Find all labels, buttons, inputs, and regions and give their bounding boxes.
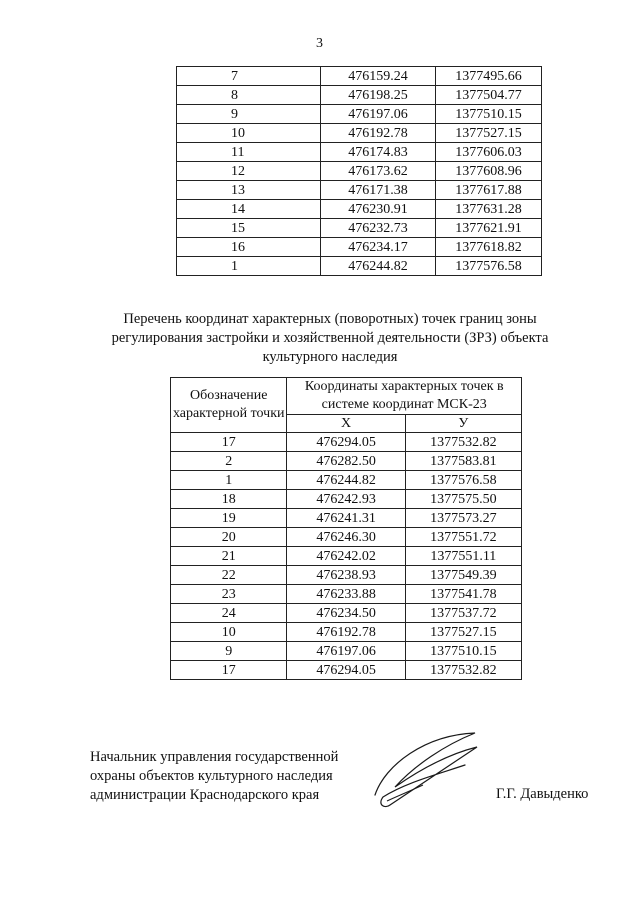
x-coordinate-cell: 476198.25	[321, 86, 436, 105]
point-number-cell: 11	[177, 143, 321, 162]
x-coordinate-cell: 476246.30	[287, 528, 405, 547]
x-coordinate-cell: 476241.31	[287, 509, 405, 528]
list-title-line-1: Перечень координат характерных (поворотных) точек границ зоны	[123, 311, 537, 327]
point-number-cell: 10	[177, 124, 321, 143]
point-number-cell: 10	[171, 623, 287, 642]
header-coordinates: Координаты характерных точек в системе координат МСК-23	[287, 378, 522, 415]
x-coordinate-cell: 476234.17	[321, 238, 436, 257]
point-number-cell: 12	[177, 162, 321, 181]
table-row	[177, 181, 542, 200]
x-coordinate-cell: 476242.93	[287, 490, 405, 509]
x-coordinate-cell: 476174.83	[321, 143, 436, 162]
y-coordinate-cell: 1377532.82	[405, 661, 521, 680]
point-number-cell: 8	[177, 86, 321, 105]
table-row	[171, 452, 522, 471]
page-number: 3	[316, 36, 323, 51]
signatory-title-line-3: администрации Краснодарского края	[90, 787, 320, 803]
y-coordinate-cell: 1377583.81	[405, 452, 521, 471]
point-number-cell: 1	[177, 257, 321, 276]
table-row	[171, 471, 522, 490]
point-number-cell: 9	[171, 642, 287, 661]
y-coordinate-cell: 1377618.82	[435, 238, 541, 257]
table-row	[177, 105, 542, 124]
y-coordinate-cell: 1377576.58	[405, 471, 521, 490]
y-coordinate-cell: 1377510.15	[405, 642, 521, 661]
y-coordinate-cell: 1377551.72	[405, 528, 521, 547]
point-number-cell: 17	[171, 661, 287, 680]
x-coordinate-cell: 476294.05	[287, 433, 405, 452]
header-point-designation: Обозначение характерной точки	[171, 378, 287, 433]
y-coordinate-cell: 1377527.15	[435, 124, 541, 143]
y-coordinate-cell: 1377576.58	[435, 257, 541, 276]
point-number-cell: 7	[177, 67, 321, 86]
y-coordinate-cell: 1377606.03	[435, 143, 541, 162]
x-coordinate-cell: 476173.62	[321, 162, 436, 181]
table-row	[171, 604, 522, 623]
point-number-cell: 23	[171, 585, 287, 604]
x-coordinate-cell: 476230.91	[321, 200, 436, 219]
point-number-cell: 16	[177, 238, 321, 257]
y-coordinate-cell: 1377532.82	[405, 433, 521, 452]
point-number-cell: 20	[171, 528, 287, 547]
table-row	[177, 162, 542, 181]
y-coordinate-cell: 1377551.11	[405, 547, 521, 566]
x-coordinate-cell: 476282.50	[287, 452, 405, 471]
point-number-cell: 13	[177, 181, 321, 200]
table-row	[171, 642, 522, 661]
y-coordinate-cell: 1377504.77	[435, 86, 541, 105]
coordinates-table-bottom	[170, 377, 522, 680]
table-row	[171, 585, 522, 604]
x-coordinate-cell: 476294.05	[287, 661, 405, 680]
table-row	[171, 528, 522, 547]
y-coordinate-cell: 1377621.91	[435, 219, 541, 238]
point-number-cell: 21	[171, 547, 287, 566]
x-coordinate-cell: 476171.38	[321, 181, 436, 200]
coordinates-table-top	[176, 66, 542, 276]
y-coordinate-cell: 1377541.78	[405, 585, 521, 604]
table-row	[177, 200, 542, 219]
signatory-name: Г.Г. Давыденко	[496, 786, 589, 802]
list-title-line-2: регулирования застройки и хозяйственной деятельности (ЗРЗ) объекта	[111, 330, 549, 346]
signatory-title-line-2: охраны объектов культурного наследия	[90, 768, 333, 784]
x-coordinate-cell: 476197.06	[287, 642, 405, 661]
x-coordinate-cell: 476244.82	[287, 471, 405, 490]
point-number-cell: 18	[171, 490, 287, 509]
y-coordinate-cell: 1377617.88	[435, 181, 541, 200]
point-number-cell: 9	[177, 105, 321, 124]
x-coordinate-cell: 476232.73	[321, 219, 436, 238]
x-coordinate-cell: 476159.24	[321, 67, 436, 86]
coordinates-table-bottom-body	[171, 433, 522, 680]
table-row	[171, 433, 522, 452]
list-title	[100, 310, 560, 367]
header-x: X	[287, 415, 405, 433]
signatory-title-line-1: Начальник управления государственной	[90, 749, 339, 765]
table-row	[171, 566, 522, 585]
point-number-cell: 19	[171, 509, 287, 528]
signatory-title	[90, 748, 370, 805]
header-row	[171, 378, 522, 415]
handwritten-signature	[365, 725, 485, 815]
x-coordinate-cell: 476244.82	[321, 257, 436, 276]
table-row	[177, 67, 542, 86]
list-title-line-3: культурного наследия	[262, 349, 398, 365]
x-coordinate-cell: 476238.93	[287, 566, 405, 585]
x-coordinate-cell: 476192.78	[287, 623, 405, 642]
y-coordinate-cell: 1377631.28	[435, 200, 541, 219]
table-row	[177, 86, 542, 105]
x-coordinate-cell: 476234.50	[287, 604, 405, 623]
table-row	[171, 623, 522, 642]
y-coordinate-cell: 1377608.96	[435, 162, 541, 181]
x-coordinate-cell: 476242.02	[287, 547, 405, 566]
point-number-cell: 22	[171, 566, 287, 585]
point-number-cell: 15	[177, 219, 321, 238]
y-coordinate-cell: 1377527.15	[405, 623, 521, 642]
y-coordinate-cell: 1377537.72	[405, 604, 521, 623]
x-coordinate-cell: 476197.06	[321, 105, 436, 124]
table-row	[177, 238, 542, 257]
y-coordinate-cell: 1377573.27	[405, 509, 521, 528]
y-coordinate-cell: 1377510.15	[435, 105, 541, 124]
table-row	[171, 661, 522, 680]
x-coordinate-cell: 476233.88	[287, 585, 405, 604]
point-number-cell: 2	[171, 452, 287, 471]
x-coordinate-cell: 476192.78	[321, 124, 436, 143]
table-row	[177, 257, 542, 276]
point-number-cell: 24	[171, 604, 287, 623]
coordinates-table-bottom-head	[171, 378, 522, 433]
table-row	[177, 124, 542, 143]
point-number-cell: 17	[171, 433, 287, 452]
point-number-cell: 1	[171, 471, 287, 490]
y-coordinate-cell: 1377549.39	[405, 566, 521, 585]
table-row	[171, 490, 522, 509]
table-row	[177, 143, 542, 162]
coordinates-table-top-body	[177, 67, 542, 276]
header-y: У	[405, 415, 521, 433]
y-coordinate-cell: 1377495.66	[435, 67, 541, 86]
table-row	[171, 509, 522, 528]
point-number-cell: 14	[177, 200, 321, 219]
table-row	[177, 219, 542, 238]
table-row	[171, 547, 522, 566]
y-coordinate-cell: 1377575.50	[405, 490, 521, 509]
